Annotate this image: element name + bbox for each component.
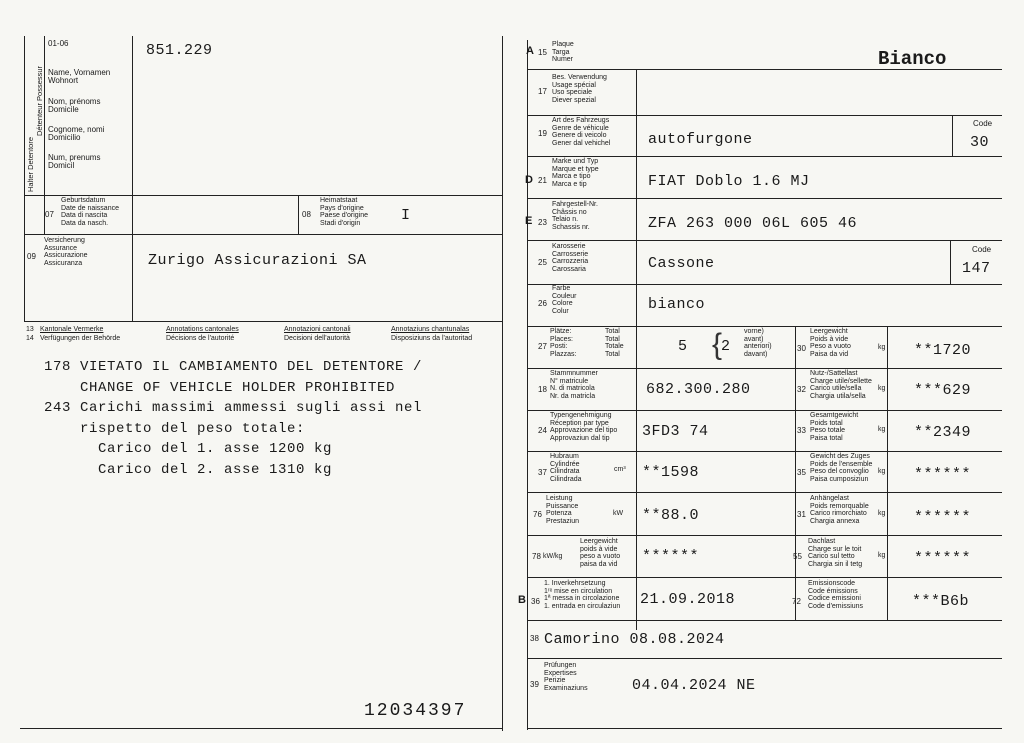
chassis-num: 23: [538, 218, 547, 227]
first-reg-value: 21.09.2018: [640, 591, 736, 608]
first-reg-label: 1. Inverkehrsetzung 1ʳᵉ mise en circulation 1ª messa in circolazione 1. entrada en circulaziun: [544, 580, 621, 610]
left-page: [18, 36, 506, 733]
holder-range: 01-06: [48, 39, 69, 48]
notes-col-fr-2: Décisions de l'autorité: [166, 335, 235, 342]
make-value: FIAT Doblo 1.6 MJ: [648, 173, 810, 190]
notes-col-it-1: Annotazioni cantonali: [284, 326, 351, 333]
place-date-value: Camorino 08.08.2024: [544, 631, 725, 648]
seats-num: 27: [538, 342, 547, 351]
holder-label-rm: Num, prenums Domicil: [48, 153, 101, 170]
place-date-num: 38: [530, 634, 539, 643]
insurance-num: 09: [27, 252, 36, 261]
master-value: 682.300.280: [646, 381, 751, 398]
chassis-letter: E: [525, 215, 533, 227]
payload-value: ***629: [914, 382, 972, 399]
empty-weight-label: Leergewicht Poids à vide Peso a vuoto Paisa da vid: [810, 328, 851, 358]
power-ratio-unit: kW/kg: [543, 553, 563, 560]
usage-num: 17: [538, 87, 547, 96]
seats-label: Plätze: Places: Posti: Plazzas:: [550, 328, 577, 358]
body-label: Karosserie Carrosserie Carrozzeria Carossaria: [552, 243, 589, 273]
seats-front: 2: [721, 338, 731, 355]
plate-label: Plaque Targa Numer: [552, 41, 574, 63]
body-value: Cassone: [648, 255, 715, 272]
make-num: 21: [538, 176, 547, 185]
holder-label-de: Name, Vornamen Wohnort: [48, 68, 111, 85]
trailer-unit: kg: [878, 510, 886, 517]
train-weight-unit: kg: [878, 468, 886, 475]
right-page: [512, 36, 1004, 733]
train-weight-num: 35: [797, 468, 806, 477]
inspection-value: 04.04.2024 NE: [632, 677, 756, 694]
approval-value: 3FD3 74: [642, 423, 709, 440]
birth-label: Geburtsdatum Date de naissance Data di nascita Data da nasch.: [61, 197, 119, 227]
kind-label: Art des Fahrzeugs Genre de véhicule Genere di veicolo Gener dal vehichel: [552, 117, 611, 147]
usage-label: Bes. Verwendung Usage spécial Uso speciale Diever spezial: [552, 74, 607, 104]
chassis-value: ZFA 263 000 06L 605 46: [648, 215, 858, 232]
power-ratio-label: Leergewicht poids à vide peso a vuoto paisa da vid: [580, 538, 621, 568]
displacement-num: 37: [538, 468, 547, 477]
trailer-label: Anhängelast Poids remorquable Carico rimorchiato Chargia annexa: [810, 495, 869, 525]
payload-num: 32: [797, 385, 806, 394]
notes-col-fr-1: Annotations cantonales: [166, 326, 239, 333]
holder-side-label-de: Halter Detentore: [26, 136, 35, 192]
kind-code-label: Code: [973, 119, 993, 128]
empty-weight-unit: kg: [878, 344, 886, 351]
master-num: 18: [538, 385, 547, 394]
trailer-value: ******: [914, 509, 972, 526]
note-178-text: VIETATO IL CAMBIAMENTO DEL DETENTORE / CHANGE OF VEHICLE HOLDER PROHIBITED: [80, 359, 423, 396]
plate-letter: A: [526, 45, 534, 57]
origin-label: Heimatstaat Pays d'origine Paese d'origine Stadi d'origin: [320, 197, 369, 227]
displacement-label: Hubraum Cylindrée Cilindrata Cilindrada: [550, 453, 582, 483]
first-reg-num: 36: [531, 597, 540, 606]
train-weight-label: Gewicht des Zuges Poids de l'ensemble Peso del convoglio Paisa cumposiziun: [810, 453, 873, 483]
chassis-label: Fahrgestell-Nr. Châssis no Telaio n. Schassis nr.: [552, 201, 598, 231]
roof-value: ******: [914, 550, 972, 567]
kind-code: 30: [970, 134, 990, 151]
holder-value: 851.229: [146, 42, 213, 59]
payload-label: Nutz-/Sattellast Charge utile/sellette Carico utile/sella Chargia utila/sella: [810, 370, 872, 400]
power-ratio-value: ******: [642, 548, 700, 565]
birth-num: 07: [45, 210, 54, 219]
power-unit: kW: [613, 510, 624, 517]
emission-num: 72: [792, 597, 801, 606]
plate-num: 15: [538, 48, 547, 57]
origin-num: 08: [302, 210, 311, 219]
notes-col-rm-1: Annotaziuns chantunalas: [391, 326, 470, 333]
notes-col-de-2: Verfügungen der Behörde: [40, 335, 121, 342]
first-reg-letter: B: [518, 594, 526, 606]
kind-num: 19: [538, 129, 547, 138]
document-number: 12034397: [364, 701, 467, 721]
holder-label-it: Cognome, nomi Domicilio: [48, 125, 105, 142]
note-243-text: Carichi massimi ammessi sugli assi nel rispetto del peso totale: Carico del 1. asse 1200 kg Carico del 2. asse 1310 kg: [80, 400, 423, 478]
train-weight-value: ******: [914, 466, 972, 483]
insurance-value: Zurigo Assicurazioni SA: [148, 252, 367, 269]
insurance-label: Versicherung Assurance Assicurazione Assicuranza: [44, 237, 88, 267]
emission-value: ***B6b: [912, 593, 970, 610]
body-code: 147: [962, 260, 991, 277]
color-value: bianco: [648, 296, 706, 313]
notes-col-it-2: Decisioni dell'autorità: [284, 335, 350, 342]
trailer-num: 31: [797, 510, 806, 519]
holder-label-fr: Nom, prénoms Domicile: [48, 97, 101, 114]
seats-total-label: Total Total Totale Total: [605, 328, 624, 358]
total-weight-num: 33: [797, 426, 806, 435]
body-num: 25: [538, 258, 547, 267]
make-label: Marke und Typ Marque et type Marca e tipo Marca e tip: [552, 158, 599, 188]
notes-col-rm-2: Disposiziuns da l'autoritad: [391, 335, 473, 342]
total-weight-value: **2349: [914, 424, 972, 441]
roof-label: Dachlast Charge sur le toit Carico sul tetto Chargia sin il tetg: [808, 538, 863, 568]
notes-col-de-1: Kantonale Vermerke: [40, 326, 104, 333]
seats-total: 5: [678, 338, 688, 355]
inspection-num: 39: [530, 680, 539, 689]
roof-num: 55: [793, 552, 802, 561]
kind-value: autofurgone: [648, 131, 753, 148]
total-weight-unit: kg: [878, 426, 886, 433]
make-letter: D: [525, 174, 533, 186]
empty-weight-num: 30: [797, 344, 806, 353]
power-num: 76: [533, 510, 542, 519]
displacement-value: **1598: [642, 464, 700, 481]
notes-num-14: 14: [26, 335, 34, 342]
origin-value: I: [401, 207, 411, 224]
body-code-label: Code: [972, 245, 992, 254]
empty-weight-value: **1720: [914, 342, 972, 359]
approval-num: 24: [538, 426, 547, 435]
color-num: 26: [538, 299, 547, 308]
power-value: **88.0: [642, 507, 700, 524]
power-label: Leistung Puissance Potenza Prestaziun: [546, 495, 580, 525]
seats-bracket: {: [712, 328, 723, 361]
inspection-label: Prüfungen Expertises Perizie Examinaziuns: [544, 662, 588, 692]
power-ratio-num: 78: [532, 552, 541, 561]
roof-unit: kg: [878, 552, 886, 559]
plate-value: Bianco: [878, 48, 947, 70]
emission-label: Emissionscode Code émissions Codice emissioni Code d'emissiuns: [808, 580, 864, 610]
payload-unit: kg: [878, 385, 886, 392]
holder-side-label-fr: Détenteur Possessur: [35, 65, 44, 136]
note-243-code: 243: [44, 400, 72, 416]
color-label: Farbe Couleur Colore Colur: [552, 285, 577, 315]
total-weight-label: Gesamtgewicht Poids total Peso totale Paisa total: [810, 412, 859, 442]
note-178-code: 178: [44, 359, 72, 375]
seats-front-label: vorne) avant) anteriori) davant): [744, 328, 772, 358]
displacement-unit: cm³: [614, 466, 626, 473]
master-label: Stammnummer N° matricule N. di matricola Nr. da matricla: [550, 370, 598, 400]
notes-num-13: 13: [26, 326, 34, 333]
approval-label: Typengenehmigung Réception par type Approvazione del tipo Approvaziun dal tip: [550, 412, 618, 442]
